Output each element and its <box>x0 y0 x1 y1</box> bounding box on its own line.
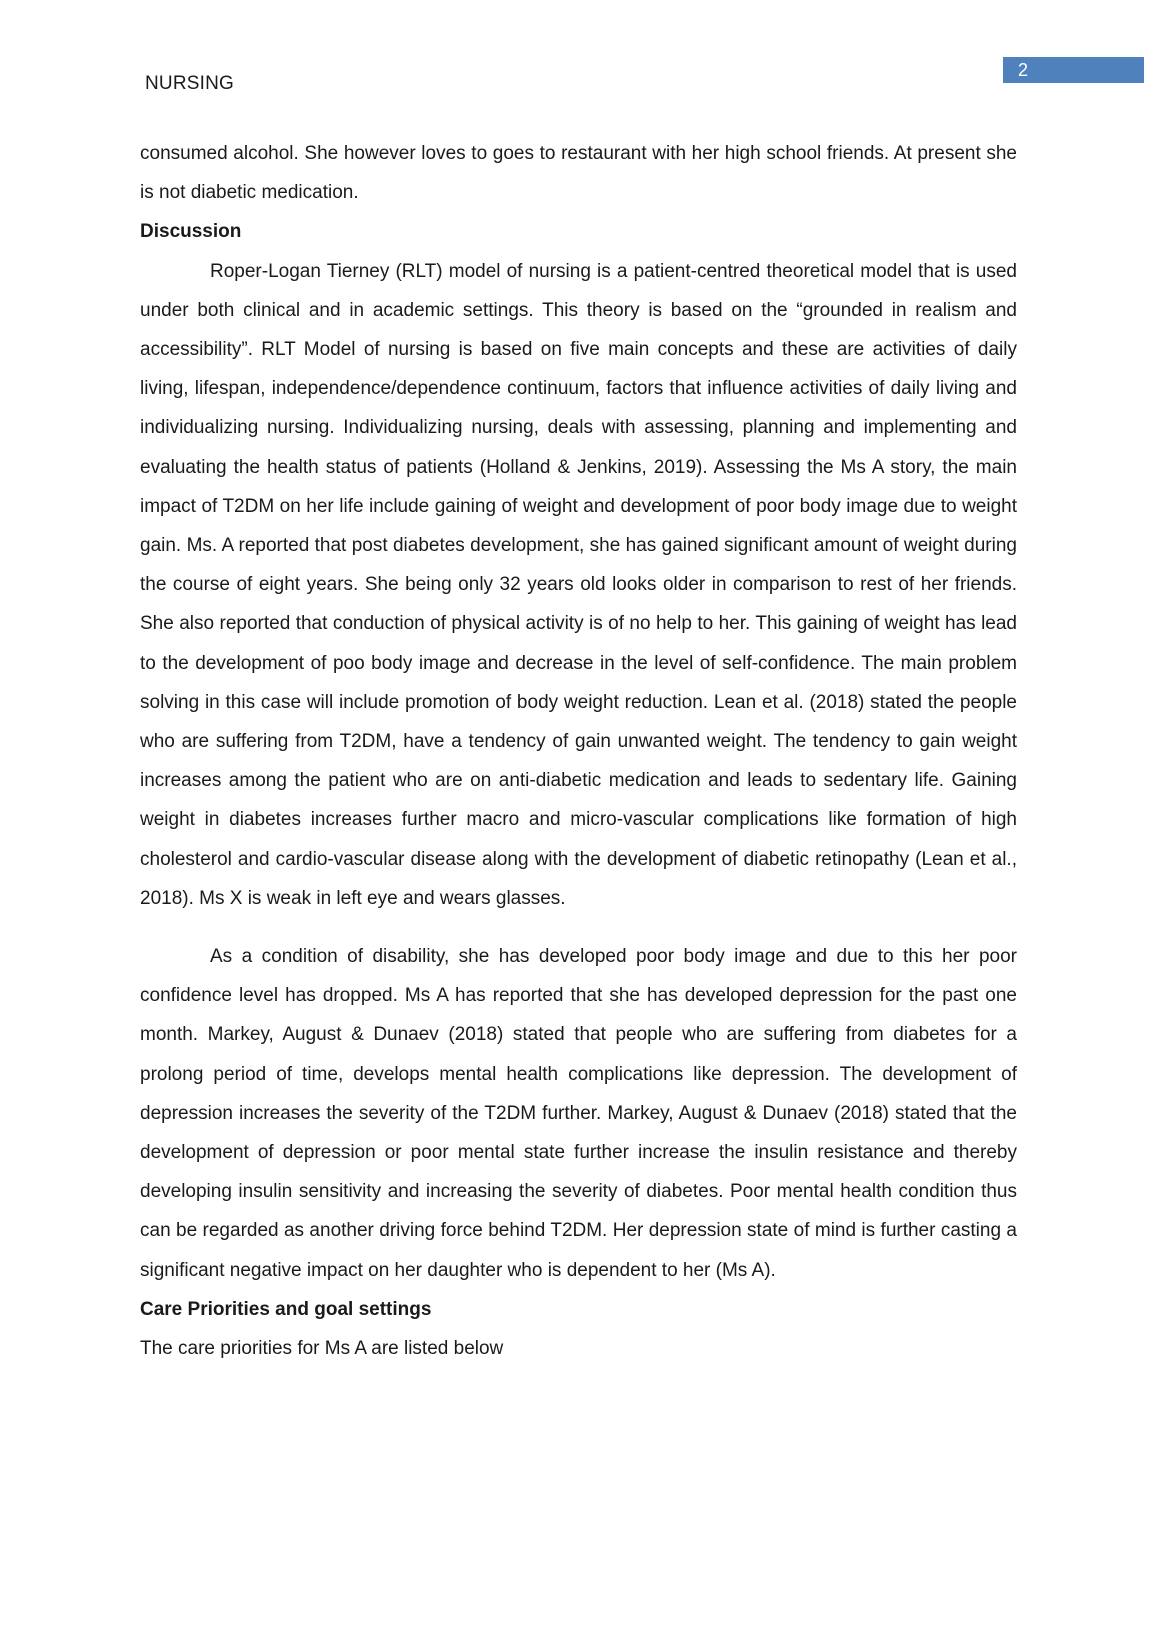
discussion-paragraph-1: Roper-Logan Tierney (RLT) model of nursing is a patient-centred theoretical model that is used under both clinical and in academic settings. This theory is based on the “grounded in realism and accessibility”. RLT Model of nursing is based on five main concepts and these are activities of daily living, lifespan, independence/dependence continuum, factors that influence activities of daily living and individualizing nursing. Individualizing nursing, deals with assessing, planning and implementing and evaluating the health status of patients (Holland & Jenkins, 2019). Assessing the Ms A story, the main impact of T2DM on her life include gaining of weight and development of poor body image due to weight gain. Ms. A reported that post diabetes development, she has gained significant amount of weight during the course of eight years. She being only 32 years old looks older in comparison to rest of her friends. She also reported that conduction of physical activity is of no help to her. This gaining of weight has lead to the development of poo body image and decrease in the level of self-confidence. The main problem solving in this case will include promotion of body weight reduction. Lean et al. (2018) stated the people who are suffering from T2DM, have a tendency of gain unwanted weight. The tendency to gain weight increases among the patient who are on anti-diabetic medication and leads to sedentary life. Gaining weight in diabetes increases further macro and micro-vascular complications like formation of high cholesterol and cardio-vascular disease along with the development of diabetic retinopathy (Lean et al., 2018). Ms X is weak in left eye and wears glasses. <box>140 260 1017 909</box>
page-number-badge: 2 <box>1003 57 1144 83</box>
document-body <box>140 134 1017 1368</box>
discussion-paragraph-2: As a condition of disability, she has developed poor body image and due to this her poor confidence level has dropped. Ms A has reported that she has developed depression for the past one month. Markey, August & Dunaev (2018) stated that people who are suffering from diabetes for a prolong period of time, develops mental health complications like depression. The development of depression increases the severity of the T2DM further. Markey, August & Dunaev (2018) stated that the development of depression or poor mental state further increase the insulin resistance and thereby developing insulin sensitivity and increasing the severity of diabetes. Poor mental health condition thus can be regarded as another driving force behind T2DM. Her depression state of mind is further casting a significant negative impact on her daughter who is dependent to her (Ms A). <box>140 946 1017 1281</box>
care-priorities-intro: The care priorities for Ms A are listed below <box>140 1338 504 1360</box>
discussion-heading: Discussion <box>140 221 242 243</box>
running-header-title: NURSING <box>145 73 235 94</box>
care-priorities-heading: Care Priorities and goal settings <box>140 1298 432 1320</box>
intro-paragraph: consumed alcohol. She however loves to goes to restaurant with her high school friends. At present she is not diabetic medication. <box>140 143 1017 204</box>
